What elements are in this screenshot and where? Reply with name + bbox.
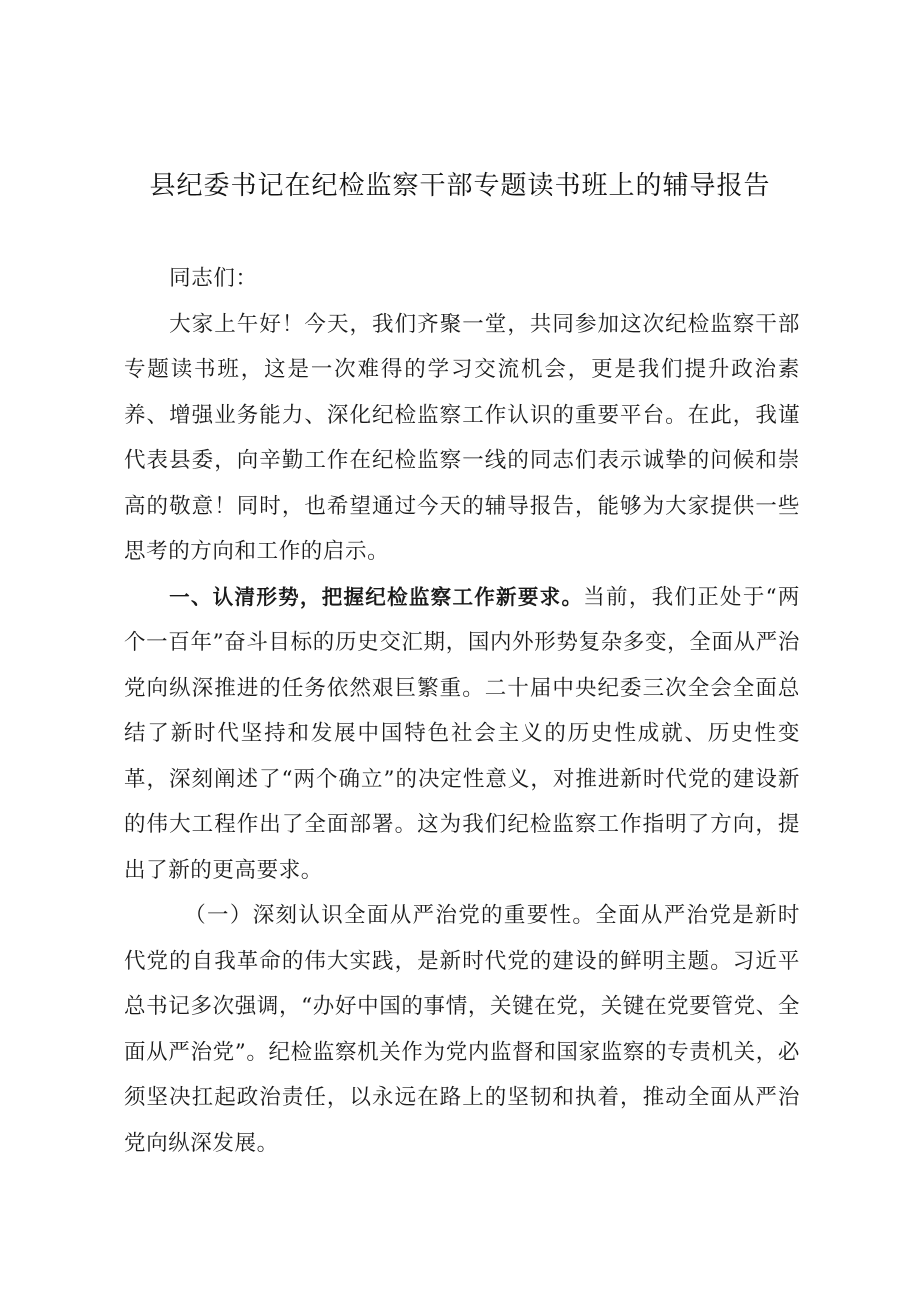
paragraph-subsection-1-1: （一）深刻认识全面从严治党的重要性。全面从严治党是新时代党的自我革命的伟大实践，是新时代党的建设的鲜明主题。习近平总书记多次强调，“办好中国的事情，关键在党，关键在党要管党、全面从严治党”。纪检监察机关作为党内监督和国家监察的专责机关，必须坚决扛起政治责任，以永远在路上的坚韧和执着，推动全面从严治党向纵深发展。 — [124, 903, 800, 1156]
document-title: 县纪委书记在纪检监察干部专题读书班上的辅导报告 — [149, 171, 771, 201]
section-1-text: 当前，我们正处于“两个一百年”奋斗目标的历史交汇期，国内外形势复杂多变，全面从严治党向纵深推进的任务依然艰巨繁重。二十届中央纪委三次全会全面总结了新时代坚持和发展中国特色社会主义的历史性成就、历史性变革，深刻阐述了“两个确立”的决定性意义，对推进新时代党的建设新的伟大工程作出了全面部署。这为我们纪检监察工作指明了方向，提出了新的更高要求。 — [124, 584, 800, 883]
document-body — [124, 256, 800, 1166]
salutation: 同志们： — [169, 266, 258, 291]
section-heading: 一、认清形势，把握纪检监察工作新要求。 — [169, 584, 584, 609]
paragraph-section-1 — [124, 575, 800, 894]
paragraph-greeting: 大家上午好！今天，我们齐聚一堂，共同参加这次纪检监察干部专题读书班，这是一次难得的学习交流机会，更是我们提升政治素养、增强业务能力、深化纪检监察工作认识的重要平台。在此，我谨代表县委，向辛勤工作在纪检监察一线的同志们表示诚挚的问候和崇高的敬意！同时，也希望通过今天的辅导报告，能够为大家提供一些思考的方向和工作的启示。 — [124, 311, 800, 564]
